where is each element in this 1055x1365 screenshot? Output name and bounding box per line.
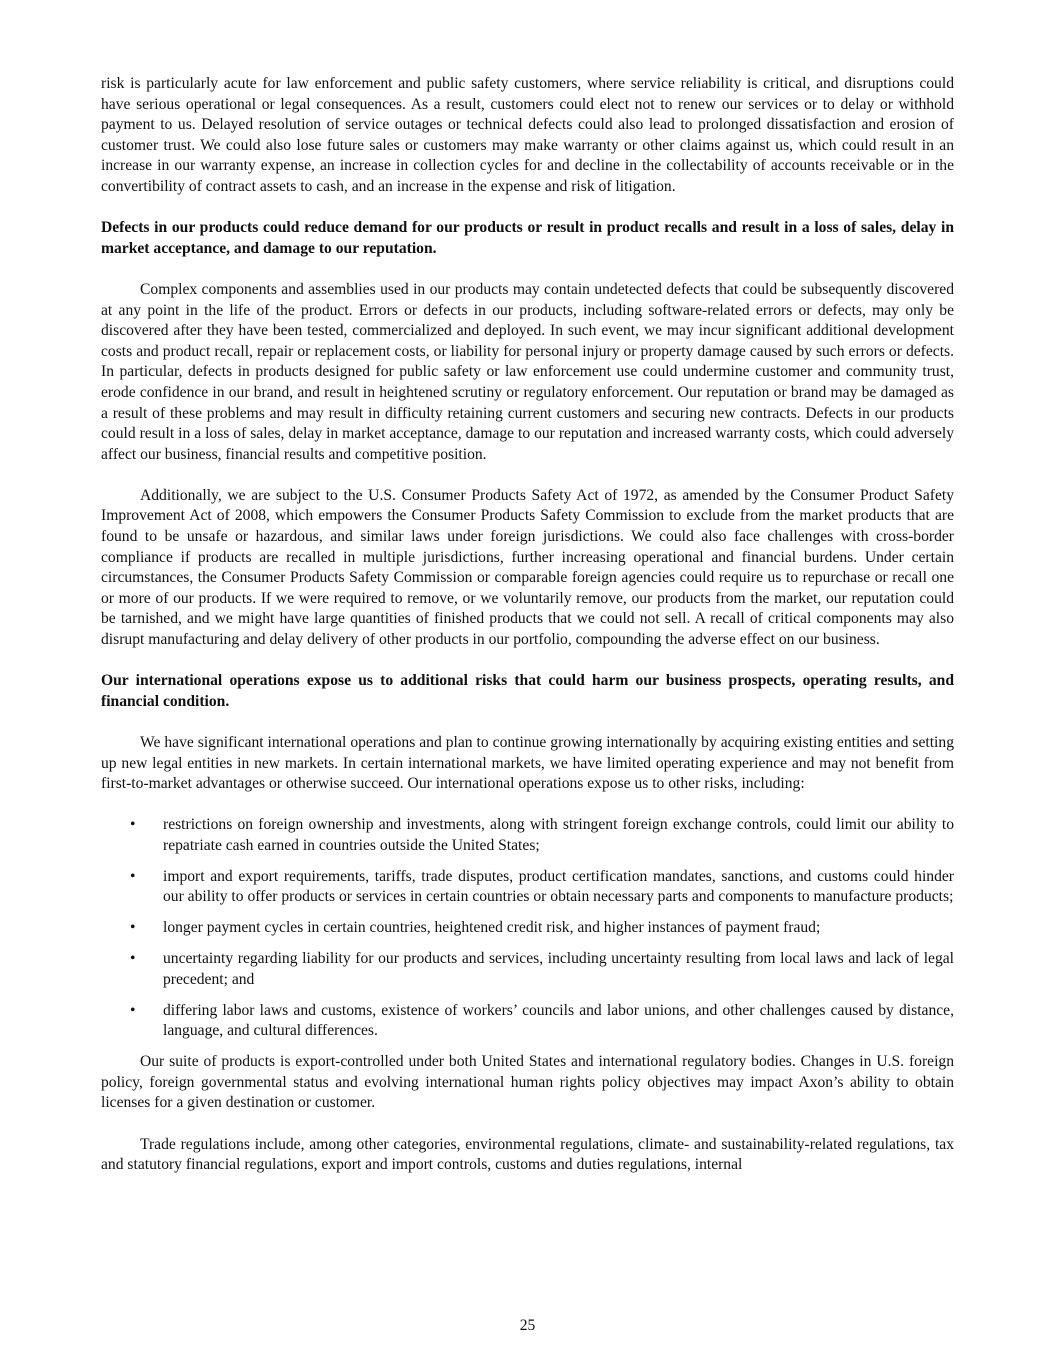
list-item-text: uncertainty regarding liability for our products and services, including uncertainty resulting from local laws and lack of legal precedent; and (163, 950, 954, 988)
list-item (101, 815, 954, 856)
defects-paragraph-1: Complex components and assemblies used in our products may contain undetected defects that could be subsequently discovered at any point in the life of the product. Errors or defects in our products, including software-related errors or defects, may only be discovered after they have been tested, commercialized and deployed. In such event, we may incur significant additional development costs and product recall, repair or replacement costs, or liability for personal injury or property damage caused by such errors or defects. In particular, defects in products designed for public safety or law enforcement use could undermine customer and community trust, erode confidence in our brand, and result in heightened scrutiny or regulatory enforcement. Our reputation or brand may be damaged as a result of these problems and may result in difficulty retaining current customers and securing new contracts. Defects in our products could result in a loss of sales, delay in market acceptance, damage to our reputation and increased warranty costs, which could adversely affect our business, financial results and competitive position. (101, 280, 954, 463)
bullet-icon: • (130, 816, 136, 834)
list-item (101, 1001, 954, 1042)
bullet-icon: • (130, 919, 136, 937)
trade-regulations-paragraph: Trade regulations include, among other categories, environmental regulations, climate- and sustainability-related regulations, tax and statutory financial regulations, export and import controls, customs and duties regulations, internal (101, 1135, 954, 1174)
international-intro-paragraph: We have significant international operations and plan to continue growing internationally by acquiring existing entities and setting up new legal entities in new markets. In certain international markets, we have limited operating experience and may not benefit from first-to-market advantages or otherwise succeed. Our international operations expose us to other risks, including: (101, 734, 954, 793)
list-item-text: longer payment cycles in certain countries, heightened credit risk, and higher instances of payment fraud; (163, 919, 821, 937)
list-item-text: import and export requirements, tariffs, trade disputes, product certification mandates, sanctions, and customs could hinder our ability to offer products or services in certain countries or obtain necessary parts and components to manufacture products; (163, 867, 954, 906)
risk-bullet-list (101, 815, 954, 1042)
list-item (101, 949, 954, 990)
continued-paragraph: risk is particularly acute for law enforcement and public safety customers, where service reliability is critical, and disruptions could have serious operational or legal consequences. As a result, customers could elect not to renew our services or to delay or withhold payment to us. Delayed resolution of service outages or technical defects could also lead to prolonged dissatisfaction and erosion of customer trust. We could also lose future sales or customers may make warranty or other claims against us, which could result in an increase in our warranty expense, an increase in collection cycles for and decline in the collectability of accounts receivable or in the convertibility of contract assets to cash, and an increase in the expense and risk of litigation. (101, 75, 954, 195)
section-heading-international: Our international operations expose us to additional risks that could harm our business prospects, operating results, and financial condition. (101, 672, 954, 710)
bullet-icon: • (130, 867, 136, 885)
section-heading-defects: Defects in our products could reduce demand for our products or result in product recalls and result in a loss of sales, delay in market acceptance, and damage to our reputation. (101, 219, 954, 257)
list-item (101, 918, 954, 939)
bullet-icon: • (130, 1001, 136, 1019)
list-item (101, 867, 954, 908)
page-number: 25 (519, 1317, 536, 1334)
document-page (101, 74, 954, 1196)
defects-paragraph-2: Additionally, we are subject to the U.S. Consumer Products Safety Act of 1972, as amended by the Consumer Product Safety Improvement Act of 2008, which empowers the Consumer Products Safety Commission to exclude from the market products that are found to be unsafe or hazardous, and similar laws under foreign jurisdictions. We could also face challenges with cross-border compliance if products are recalled in multiple jurisdictions, further increasing operational and financial burdens. Under certain circumstances, the Consumer Products Safety Commission or comparable foreign agencies could require us to repurchase or recall one or more of our products. If we were required to remove, or we voluntarily remove, our products from the market, our reputation could be tarnished, and we might have large quantities of finished products that we could not sell. A recall of critical components may also disrupt manufacturing and delay delivery of other products in our portfolio, compounding the adverse effect on our business. (101, 486, 954, 649)
list-item-text: restrictions on foreign ownership and investments, along with stringent foreign exchange controls, could limit our ability to repatriate cash earned in countries outside the United States; (163, 816, 954, 854)
list-item-text: differing labor laws and customs, existence of workers’ councils and labor unions, and other challenges caused by distance, language, and cultural differences. (163, 1001, 954, 1040)
bullet-icon: • (130, 950, 136, 968)
export-control-paragraph: Our suite of products is export-controlled under both United States and international regulatory bodies. Changes in U.S. foreign policy, foreign governmental status and evolving international human rights policy objectives may impact Axon’s ability to obtain licenses for a given destination or customer. (101, 1053, 954, 1112)
